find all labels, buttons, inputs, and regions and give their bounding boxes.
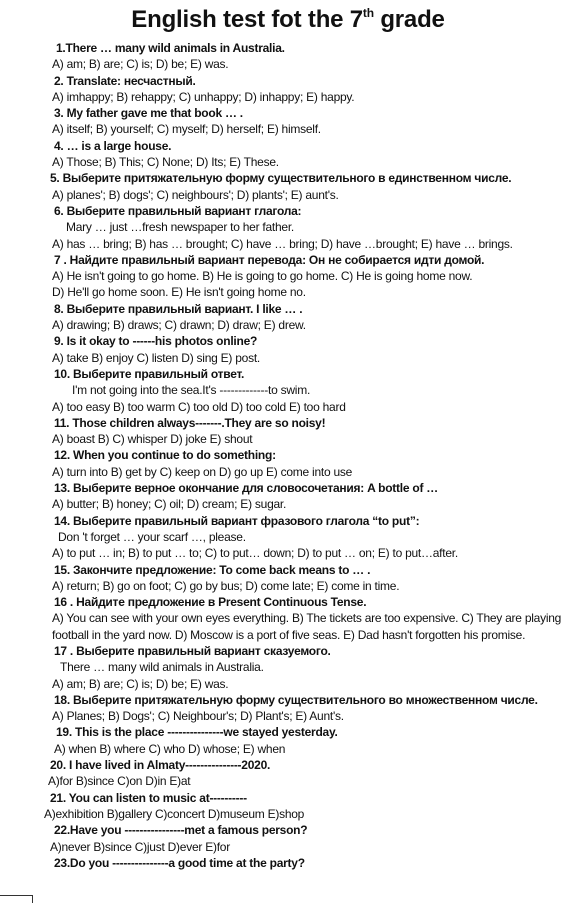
answer-line: A)exhibition B)gallery C)concert D)museum E)shop bbox=[44, 806, 305, 821]
answer-line: A) turn into B) get by C) keep on D) go up E) come into use bbox=[52, 464, 353, 479]
question-line: 4. … is a large house. bbox=[54, 138, 172, 153]
answer-line: A) am; B) are; C) is; D) be; E) was. bbox=[52, 57, 229, 72]
answer-line: A) Those; B) This; C) None; D) Its; E) These. bbox=[52, 155, 279, 170]
test-content bbox=[44, 40, 568, 871]
answer-line: A) planes'; B) dogs'; C) neighbours'; D) plants'; E) aunt's. bbox=[52, 187, 339, 202]
question-line: 12. When you continue to do something: bbox=[54, 448, 276, 463]
question-line: 17 . Выберите правильный вариант сказуемого. bbox=[54, 643, 331, 658]
page-corner-mark bbox=[0, 895, 33, 903]
answer-line: D) He'll go home soon. E) He isn't going home no. bbox=[52, 285, 306, 300]
answer-line: Don 't forget … your scarf …, please. bbox=[58, 529, 246, 544]
answer-line: A) has … bring; B) has … brought; C) have … bring; D) have …brought; E) have … brings. bbox=[52, 236, 513, 251]
question-line: 6. Выберите правильный вариант глагола: bbox=[54, 203, 302, 218]
page-title bbox=[0, 6, 576, 34]
answer-line: A) imhappy; B) rehappy; C) unhappy; D) inhappy; E) happy. bbox=[52, 89, 355, 104]
title-prefix: English test fot the 7 bbox=[131, 6, 363, 33]
question-line: 8. Выберите правильный вариант. I like … . bbox=[54, 301, 303, 316]
question-line: 19. This is the place ---------------we stayed yesterday. bbox=[56, 725, 338, 740]
question-line: 14. Выберите правильный вариант фразового глагола “to put”: bbox=[54, 513, 420, 528]
question-line: 3. My father gave me that book … . bbox=[54, 106, 243, 121]
question-line: 1.There … many wild animals in Australia. bbox=[56, 41, 285, 55]
question-line: 18. Выберите притяжательную форму существительного во множественном числе. bbox=[54, 692, 538, 707]
answer-line: There … many wild animals in Australia. bbox=[60, 660, 264, 675]
answer-line: Mary … just …fresh newspaper to her father. bbox=[66, 220, 295, 235]
answer-line: A) You can see with your own eyes everything. B) The tickets are too expensive. C) They are playing football in the yard now. D) Moscow is a port of five seas. E) Dad hasn't forgotten his promise. bbox=[52, 611, 562, 642]
answer-line: A) drawing; B) draws; C) drawn; D) draw; E) drew. bbox=[52, 318, 306, 333]
answer-line: A) Planes; B) Dogs'; C) Neighbour's; D) Plant's; E) Aunt's. bbox=[52, 709, 344, 724]
answer-line: A) He isn't going to go home. B) He is going to go home. C) He is going home now. bbox=[52, 269, 473, 284]
question-line: 21. You can listen to music at---------- bbox=[50, 790, 247, 805]
question-line: 15. Закончите предложение: To come back means to … . bbox=[54, 562, 371, 577]
answer-line: A) when B) where C) who D) whose; E) when bbox=[54, 741, 286, 756]
question-line: 9. Is it okay to ------his photos online? bbox=[54, 334, 258, 349]
answer-line: A) boast B) C) whisper D) joke E) shout bbox=[52, 432, 253, 447]
question-line: 7 . Найдите правильный вариант перевода: Он не собирается идти домой. bbox=[54, 252, 485, 267]
answer-line: A) too easy B) too warm C) too old D) too cold E) too hard bbox=[52, 399, 346, 414]
answer-line: A) am; B) are; C) is; D) be; E) was. bbox=[52, 676, 229, 691]
answer-line: A) itself; B) yourself; C) myself; D) herself; E) himself. bbox=[52, 122, 321, 137]
answer-line: A) take B) enjoy C) listen D) sing E) post. bbox=[52, 350, 260, 365]
answer-line: A) return; B) go on foot; C) go by bus; D) come late; E) come in time. bbox=[52, 578, 400, 593]
question-line: 20. I have lived in Almaty---------------2020. bbox=[50, 758, 271, 773]
title-superscript: th bbox=[362, 6, 374, 20]
answer-line: I'm not going into the sea.It's -------------to swim. bbox=[72, 383, 311, 398]
title-suffix: grade bbox=[373, 6, 445, 33]
question-line: 16 . Найдите предложение в Present Continuous Tense. bbox=[54, 595, 367, 610]
answer-line: A) butter; B) honey; C) oil; D) cream; E) sugar. bbox=[52, 497, 287, 512]
question-line: 22.Have you ----------------met a famous person? bbox=[54, 823, 308, 838]
answer-line: A)for B)since C)on D)in E)at bbox=[48, 774, 191, 789]
question-line: 13. Выберите верное окончание для словосочетания: A bottle of … bbox=[54, 481, 439, 496]
answer-line: A)never B)since C)just D)ever E)for bbox=[50, 839, 230, 854]
question-line: 23.Do you ---------------a good time at the party? bbox=[54, 855, 305, 870]
question-line: 10. Выберите правильный ответ. bbox=[54, 366, 245, 381]
question-line: 11. Those children always-------.They are so noisy! bbox=[54, 415, 326, 430]
question-line: 5. Выберите притяжательную форму существительного в единственном числе. bbox=[50, 171, 512, 186]
question-line: 2. Translate: несчастный. bbox=[54, 73, 196, 88]
answer-line: A) to put … in; B) to put … to; C) to put… down; D) to put … on; E) to put…after. bbox=[52, 546, 458, 561]
